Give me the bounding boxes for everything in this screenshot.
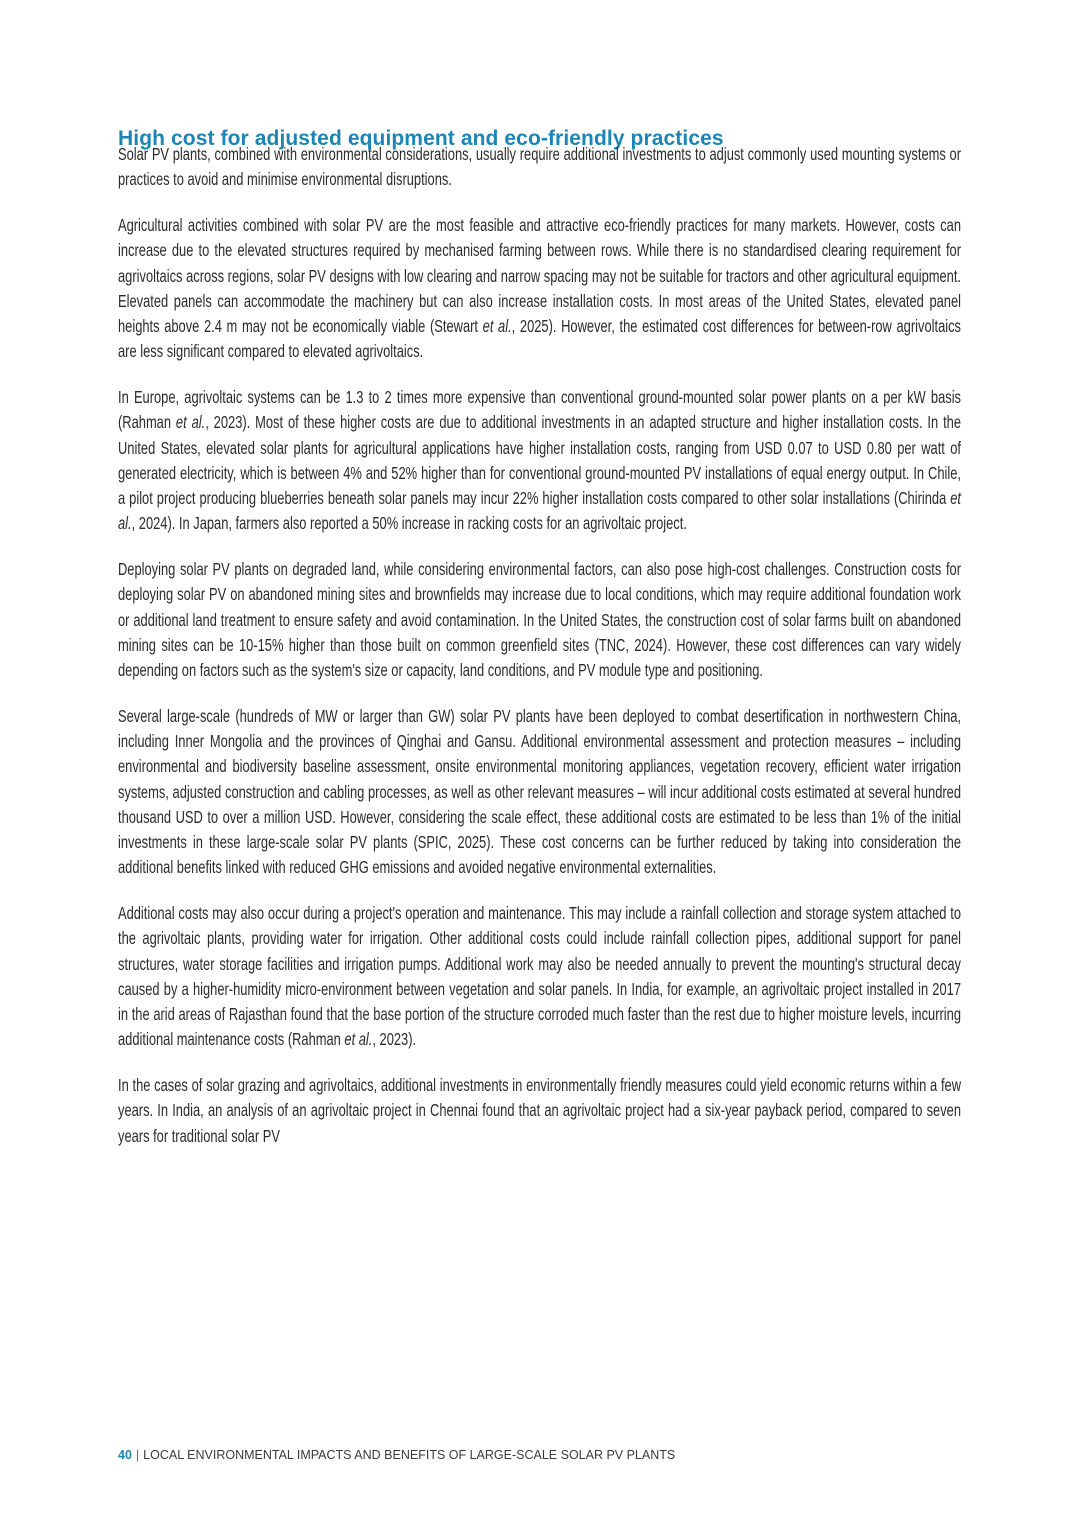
paragraph [118, 704, 961, 881]
page-number: 40 [118, 1448, 132, 1462]
citation-italic: et al. [482, 316, 512, 336]
paragraph-text: , 2023). Most of these higher costs are due to additional investments in an adapted structure and higher installation costs. In the United States, elevated solar plants for agricultural applications have higher installation costs, ranging from USD 0.07 to USD 0.80 per watt of generated electricity, which is between 4% and 52% higher than for conventional ground-mounted PV installations of equal energy output. In Chile, a pilot project producing blueberries beneath solar panels may incur 22% higher installation costs compared to other solar installations (Chirinda [118, 412, 962, 508]
citation-italic: et al. [118, 488, 961, 534]
paragraph [118, 557, 961, 683]
page-footer [118, 1448, 675, 1462]
body-text [118, 142, 961, 1169]
citation-italic: et al. [175, 412, 206, 433]
footer-title: LOCAL ENVIRONMENTAL IMPACTS AND BENEFITS OF LARGE-SCALE SOLAR PV PLANTS [143, 1448, 676, 1462]
paragraph [118, 1073, 961, 1149]
paragraph-text: Deploying solar PV plants on degraded land, while considering environmental factors, can also pose high-cost challenges. Construction costs for deploying solar PV on abandoned mining sites and brownfields may increase due to local conditions, which may require additional foundation work or additional land treatment to ensure safety and avoid contamination. In the United States, the construction cost of solar farms built on abandoned mining sites can be 10-15% higher than those built on common greenfield sites (TNC, 2024). However, these cost differences can vary widely depending on factors such as the system's size or capacity, land conditions, and PV module type and positioning. [118, 559, 961, 680]
paragraph-text: , 2023). [372, 1029, 417, 1050]
paragraph [118, 901, 961, 1053]
paragraph [118, 385, 961, 537]
paragraph-text: Additional costs may also occur during a project's operation and maintenance. This may include a rainfall collection and storage system attached to the agrivoltaic plants, providing water for irrigation. Other additional costs could include rainfall collection pipes, additional support for panel structures, water storage facilities and irrigation pumps. Additional work may also be needed annually to prevent the mounting's structural decay caused by a higher-humidity micro-environment between vegetation and solar panels. In India, for example, an agrivoltaic project installed in 2017 in the arid areas of Rajasthan found that the base portion of the structure corroded much faster than the rest due to higher moisture levels, incurring additional maintenance costs (Rahman [118, 903, 961, 1050]
paragraph-text: Several large-scale (hundreds of MW or larger than GW) solar PV plants have been deployed to combat desertification in northwestern China, including Inner Mongolia and the provinces of Qinghai and Gansu. Additional environmental assessment and protection measures – including environmental and biodiversity baseline assessment, onsite environmental monitoring appliances, vegetation recovery, efficient water irrigation systems, adjusted construction and cabling processes, as well as other relevant measures – will incur additional costs estimated at several hundred thousand USD to over a million USD. However, considering the scale effect, these additional costs are estimated to be less than 1% of the initial investments in these large-scale solar PV plants (SPIC, 2025). These cost concerns can be further reduced by taking into consideration the additional benefits linked with reduced GHG emissions and avoided negative environmental externalities. [118, 705, 961, 878]
paragraph-text: In the cases of solar grazing and agrivoltaics, additional investments in environmentally friendly measures could yield economic returns within a few years. In India, an analysis of an agrivoltaic project in Chennai found that an agrivoltaic project had a six-year payback period, compared to seven years for traditional solar PV [118, 1075, 961, 1146]
paragraph [118, 213, 961, 365]
citation-italic: et al. [344, 1029, 373, 1050]
paragraph-text: Solar PV plants, combined with environmental considerations, usually require additional investments to adjust commonly used mounting systems or practices to avoid and minimise environmental disruptions. [118, 144, 961, 190]
paragraph-text: In Europe, agrivoltaic systems can be 1.3 to 2 times more expensive than conventional ground-mounted solar power plants on a per kW basis (Rahman [118, 387, 961, 433]
paragraph-text: , 2024). In Japan, farmers also reported a 50% increase in racking costs for an agrivoltaic project. [131, 513, 687, 534]
section-heading: High cost for adjusted equipment and eco-friendly practices [118, 127, 724, 151]
paragraph-text: , 2025). However, the estimated cost differences for between-row agrivoltaics are less significant compared to elevated agrivoltaics. [118, 316, 961, 362]
paragraph-text: Agricultural activities combined with solar PV are the most feasible and attractive eco-friendly practices for many markets. However, costs can increase due to the elevated structures required by mechanised farming between rows. While there is no standardised clearing requirement for agrivoltaics across regions, solar PV designs with low clearing and narrow spacing may not be suitable for tractors and other agricultural equipment. Elevated panels can accommodate the machinery but can also increase installation costs. In most areas of the United States, elevated panel heights above 2.4 m may not be economically viable (Stewart [118, 215, 961, 336]
footer-separator: | [135, 1448, 140, 1462]
paragraph [118, 142, 961, 193]
